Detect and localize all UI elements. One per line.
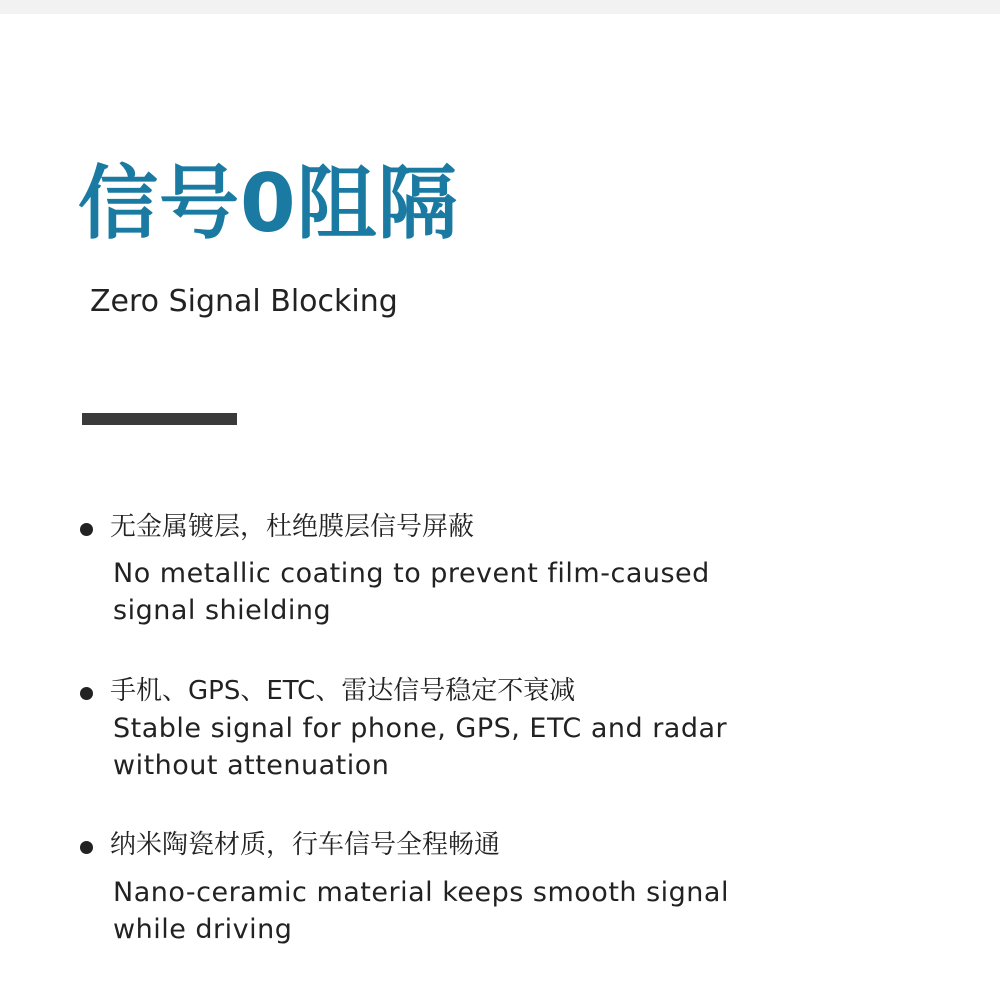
bullet-icon [80,523,93,536]
feature-description-line: No metallic coating to prevent film-caused [113,558,710,589]
feature-title-cn: 纳米陶瓷材质，行车信号全程畅通 [110,830,501,860]
feature-description-line: while driving [113,914,293,945]
feature-description-en [113,874,773,948]
feature-description-line: Stable signal for phone, GPS, ETC and radar [113,713,728,744]
page-title: 信号0阻隔 [78,157,459,250]
top-band [0,0,1000,14]
feature-title-cn: 无金属镀层，杜绝膜层信号屏蔽 [110,512,475,542]
feature-description-line: signal shielding [113,595,332,626]
feature-description-en [113,710,773,784]
divider-bar [82,413,237,425]
page-subtitle: Zero Signal Blocking [90,284,398,319]
feature-description-en [113,555,773,629]
feature-description-line: without attenuation [113,750,390,781]
feature-title-cn: 手机、GPS、ETC、雷达信号稳定不衰减 [110,676,576,706]
bullet-icon [80,687,93,700]
bullet-icon [80,841,93,854]
feature-description-line: Nano-ceramic material keeps smooth signal [113,877,729,908]
